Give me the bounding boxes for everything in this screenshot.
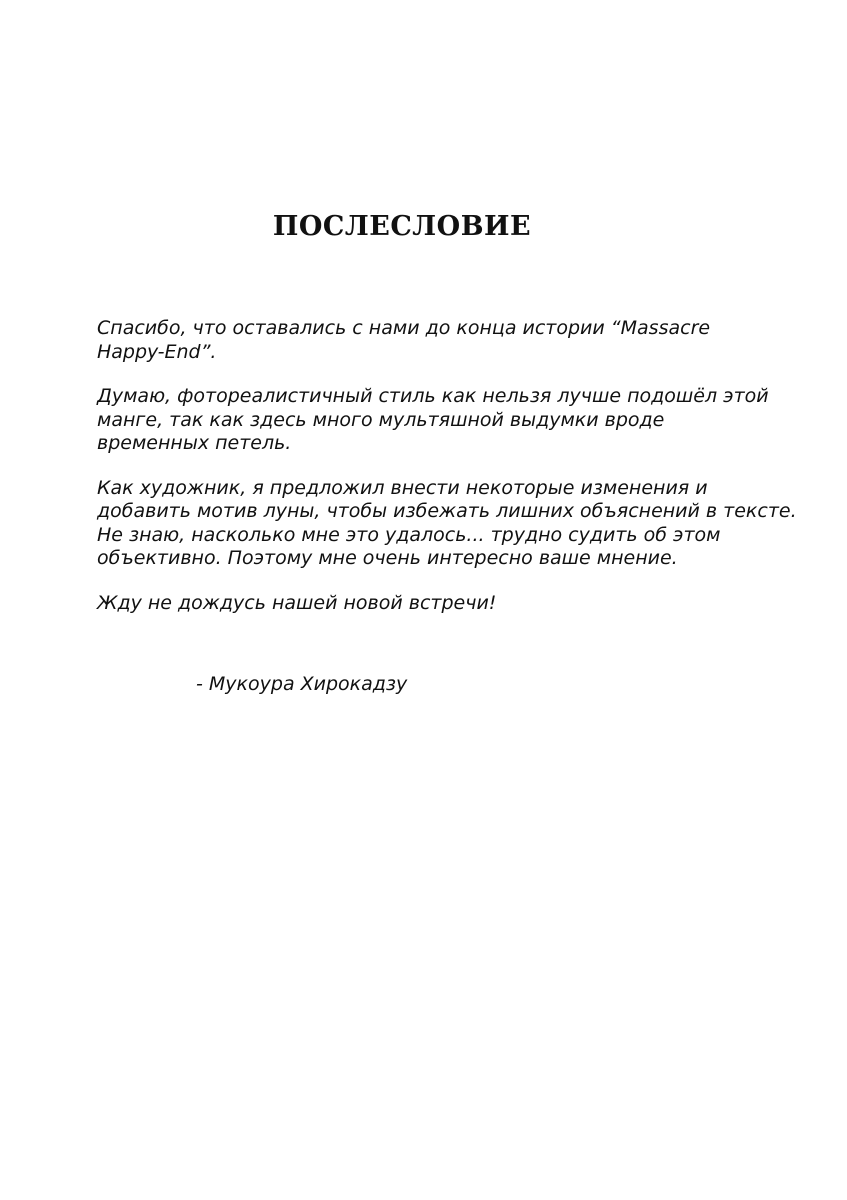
paragraph-artist: [97, 477, 797, 571]
text-line: объективно. Поэтому мне очень интересно ваше мнение.: [97, 547, 678, 569]
text-line: Жду не дождусь нашей новой встречи!: [97, 591, 497, 614]
text-line: Думаю, фотореалистичный стиль как нельзя лучше подошёл этой: [97, 385, 769, 407]
page-title: ПОСЛЕСЛОВИЕ: [272, 211, 532, 243]
afterword-body: [97, 317, 797, 636]
author-signature: - Мукоура Хирокадзу: [196, 673, 408, 695]
paragraph-farewell: [97, 592, 797, 616]
paragraph-thanks: [97, 317, 797, 364]
text-line: добавить мотив луны, чтобы избежать лишних объяснений в тексте.: [97, 500, 797, 522]
text-line: Как художник, я предложил внести некоторые изменения и: [97, 476, 708, 499]
paragraph-style: [97, 385, 797, 456]
text-line: Happy-End”.: [97, 340, 217, 363]
text-line: Спасибо, что оставались с нами до конца истории “Massacre: [97, 317, 711, 339]
text-line: манге, так как здесь много мультяшной выдумки вроде: [97, 408, 665, 431]
text-line: временных петель.: [97, 432, 292, 454]
text-line: Не знаю, насколько мне это удалось... трудно судить об этом: [97, 523, 721, 546]
